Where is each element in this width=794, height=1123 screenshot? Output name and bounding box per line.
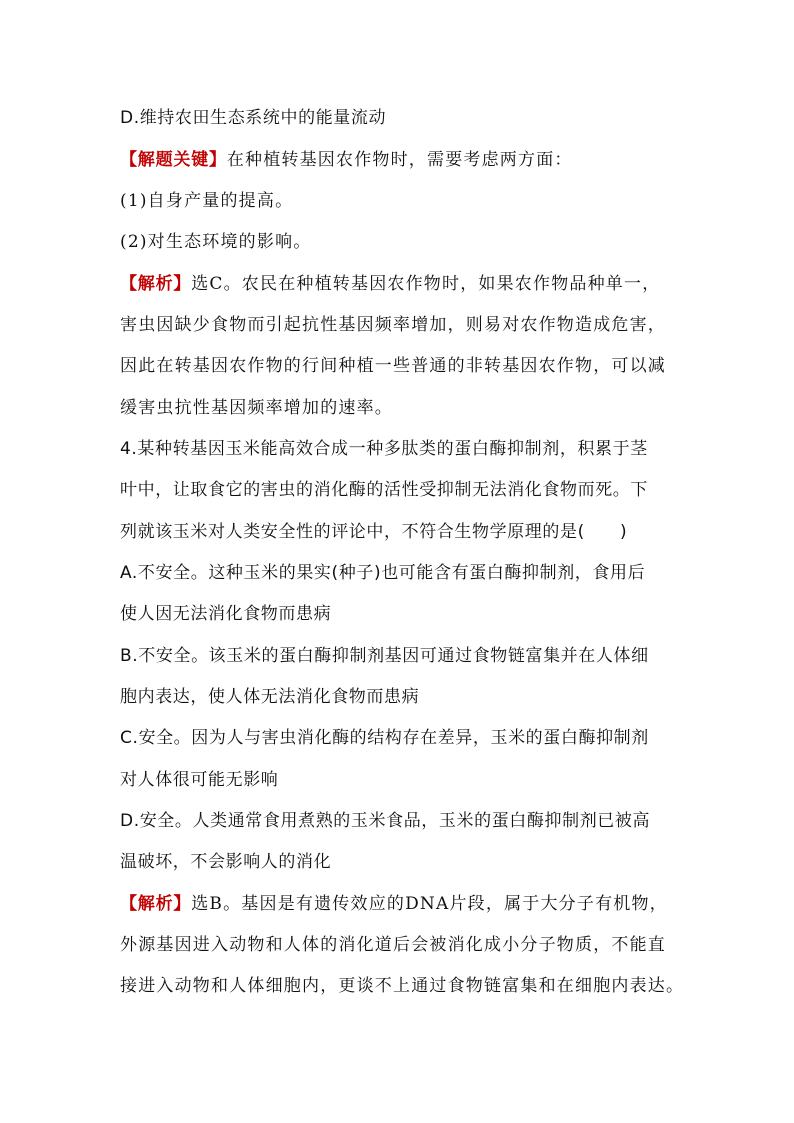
question-4-line-1: 4.某种转基因玉米能高效合成一种多肽类的蛋白酶抑制剂，积累于茎: [120, 439, 648, 459]
analysis-4-line-1: 【解析】选B。基因是有遗传效应的DNA片段，属于大分子有机物，: [120, 894, 668, 914]
key-point-item-1: (1)自身产量的提高。: [120, 191, 294, 211]
option-d-line-1: D.安全。人类通常食用煮熟的玉米食品，玉米的蛋白酶抑制剂已被高: [120, 811, 651, 831]
key-point-paragraph: 【解题关键】在种植转基因农作物时，需要考虑两方面：: [120, 150, 573, 170]
analysis-3-line-4: 缓害虫抗性基因频率增加的速率。: [120, 398, 393, 418]
analysis-4-line-3: 接进入动物和人体细胞内，更谈不上通过食物链富集和在细胞内表达。: [120, 976, 685, 996]
analysis-tag: 【解析】: [120, 274, 192, 294]
option-c-line-2: 对人体很可能无影响: [120, 770, 279, 790]
key-point-tag: 【解题关键】: [120, 150, 227, 170]
option-b-line-2: 胞内表达，使人体无法消化食物而患病: [120, 687, 420, 707]
option-a-line-2: 使人因无法消化食物而患病: [120, 604, 332, 624]
analysis-4-line-2: 外源基因进入动物和人体的消化道后会被消化成小分子物质，不能直: [120, 935, 666, 955]
option-c-line-1: C.安全。因为人与害虫消化酶的结构存在差异，玉米的蛋白酶抑制剂: [120, 728, 649, 748]
analysis-3-line-2: 害虫因缺少食物而引起抗性基因频率增加，则易对农作物造成危害，: [120, 315, 666, 335]
question-4-line-2: 叶中，让取食它的害虫的消化酶的活性受抑制无法消化食物而死。下: [120, 480, 648, 500]
option-d-line-2: 温破坏，不会影响人的消化: [120, 852, 332, 872]
option-d-previous-question: D.维持农田生态系统中的能量流动: [120, 108, 387, 128]
key-point-item-2: (2)对生态环境的影响。: [120, 232, 312, 252]
question-4-line-3: 列就该玉米对人类安全性的评论中，不符合生物学原理的是( ): [120, 522, 628, 542]
analysis-3-line-1: 【解析】选C。农民在种植转基因农作物时，如果农作物品种单一，: [120, 274, 661, 294]
analysis-3-line-3: 因此在转基因农作物的行间种植一些普通的非转基因农作物，可以减: [120, 356, 666, 376]
option-b-line-1: B.不安全。该玉米的蛋白酶抑制剂基因可通过食物链富集并在人体细: [120, 646, 649, 666]
option-a-line-1: A.不安全。这种玉米的果实(种子)也可能含有蛋白酶抑制剂，食用后: [120, 563, 646, 583]
analysis-tag: 【解析】: [120, 894, 192, 914]
